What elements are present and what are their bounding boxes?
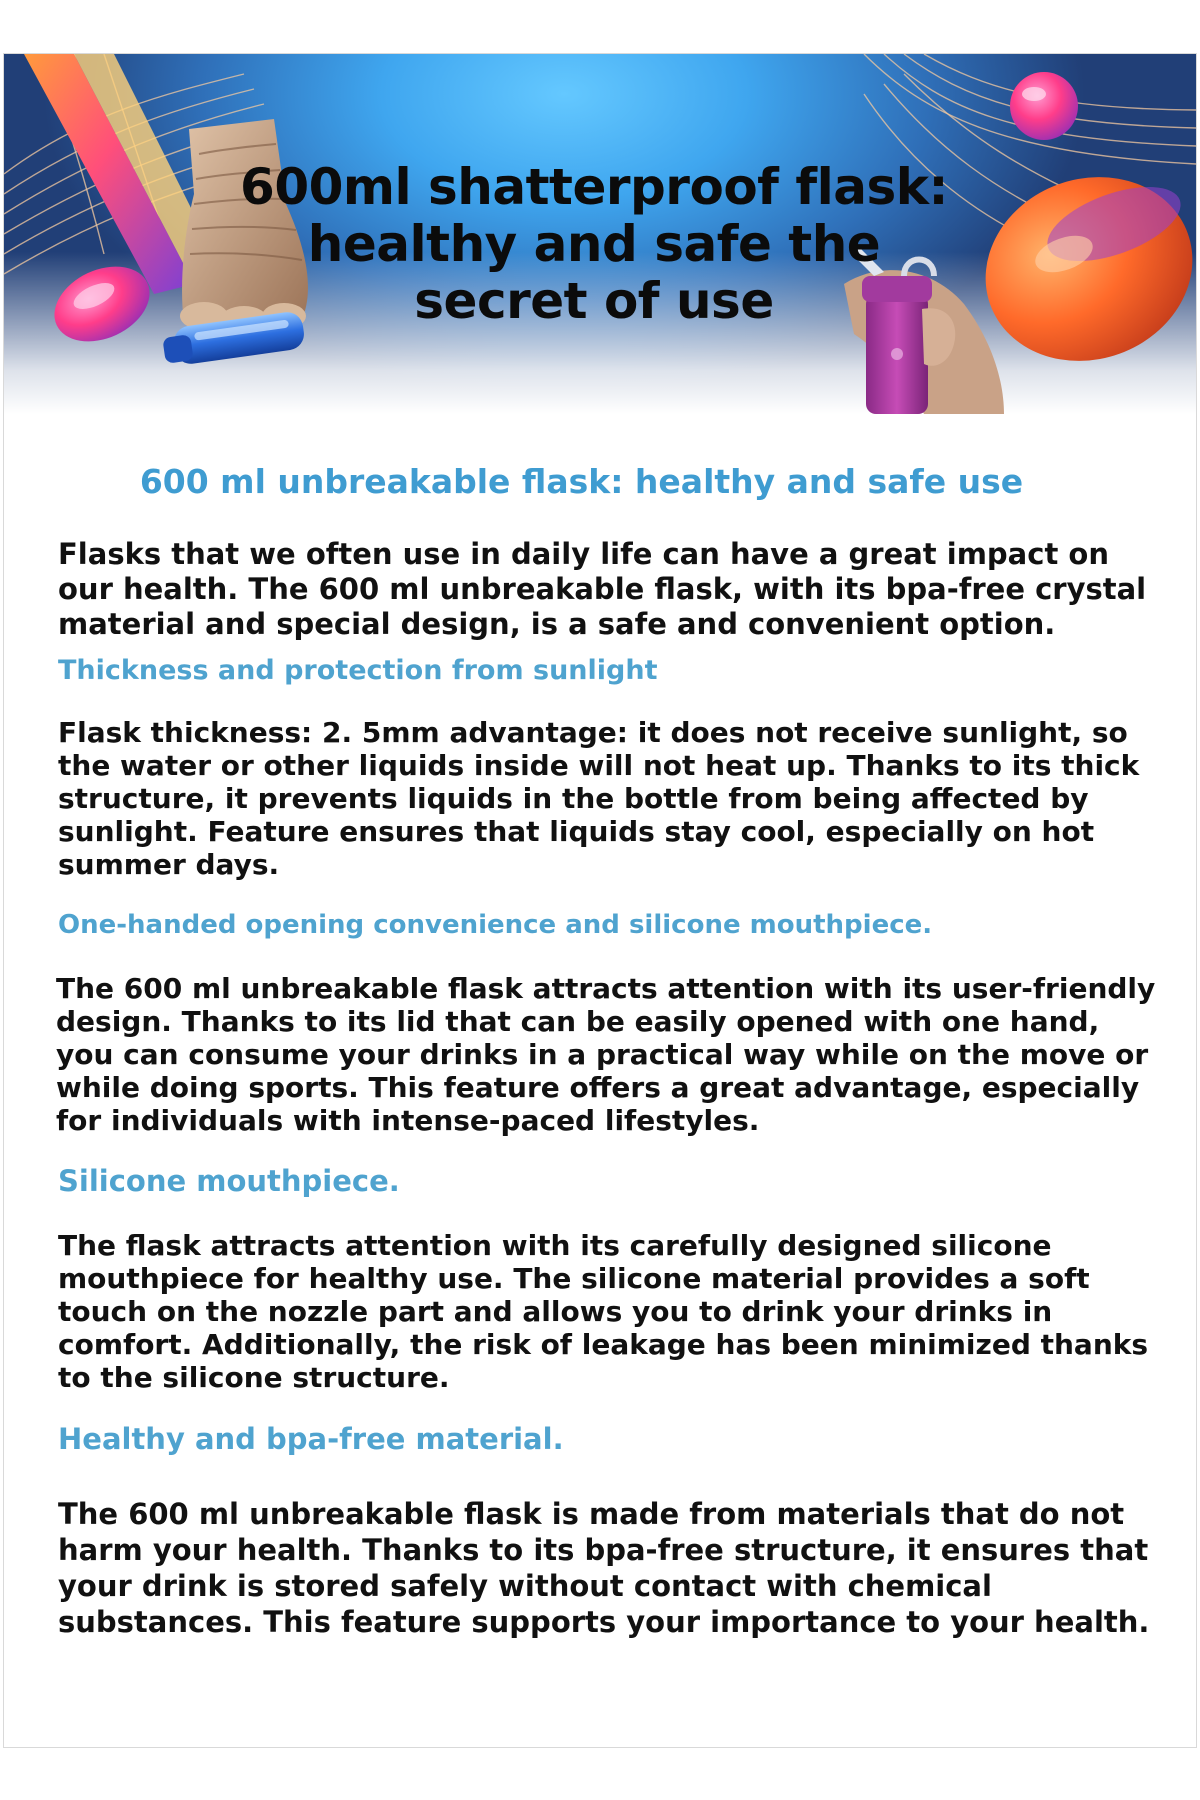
section-title-one-handed: One-handed opening convenience and silicone mouthpiece. bbox=[58, 910, 933, 940]
hero-banner bbox=[4, 54, 1196, 414]
hero-title-line: healthy and safe the bbox=[307, 215, 881, 273]
section-body-bpa-free: The 600 ml unbreakable flask is made from materials that do not harm your health. Thanks to its bpa-free structure, it ensures that your drink is stored safely without contact with chemical substances. This feature supports your importance to your health. bbox=[58, 1497, 1150, 1639]
hero-title-line: secret of use bbox=[414, 272, 774, 330]
hero-title bbox=[194, 159, 994, 330]
hero-title-line: 600ml shatterproof flask: bbox=[240, 158, 948, 216]
orange-sphere-icon bbox=[960, 149, 1196, 390]
section-body-one-handed: The 600 ml unbreakable flask attracts attention with its user-friendly design. Thanks to its lid that can be easily opened with one hand, you can consume your drinks in a practical way while on the move or while doing sports. This feature offers a great advantage, especially for individuals with intense-paced lifestyles. bbox=[56, 972, 1156, 1137]
intro-paragraph: Flasks that we often use in daily life can have a great impact on our health. The 600 ml unbreakable flask, with its bpa-free crystal material and special design, is a safe and convenient option. bbox=[58, 537, 1147, 641]
pink-sphere-icon bbox=[1010, 72, 1078, 140]
section-title-mouthpiece: Silicone mouthpiece. bbox=[58, 1164, 400, 1198]
section-body-mouthpiece: The flask attracts attention with its carefully designed silicone mouthpiece for healthy use. The silicone material provides a soft touch on the nozzle part and allows you to drink your drinks in comfort. Additionally, the risk of leakage has been minimized thanks to the silicone structure. bbox=[58, 1229, 1149, 1394]
section-body-sunlight: Flask thickness: 2. 5mm advantage: it does not receive sunlight, so the water or other liquids inside will not heat up. Thanks to its thick structure, it prevents liquids in the bottle from being affected by sunlight. Feature ensures that liquids stay cool, especially on hot summer days. bbox=[58, 716, 1140, 881]
main-heading: 600 ml unbreakable flask: healthy and safe use bbox=[139, 462, 1024, 501]
section-title-bpa-free: Healthy and bpa-free material. bbox=[58, 1422, 564, 1456]
product-page bbox=[3, 53, 1197, 1748]
section-title-sunlight: Thickness and protection from sunlight bbox=[58, 655, 658, 686]
